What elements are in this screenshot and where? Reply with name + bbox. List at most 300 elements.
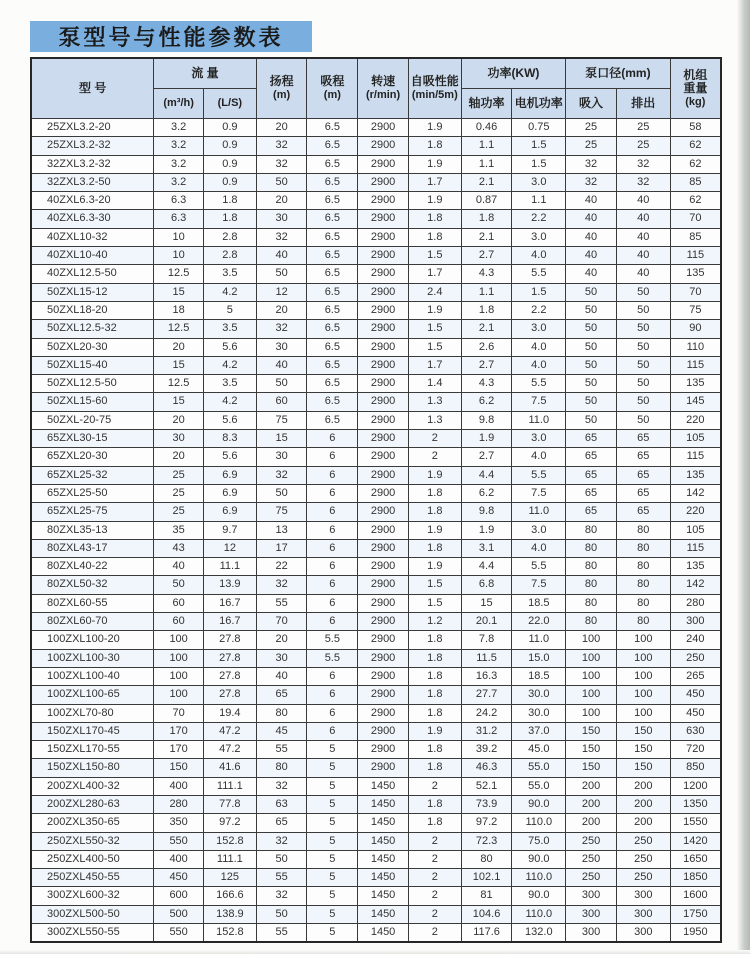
value-cell: 104.6 xyxy=(461,905,512,923)
value-cell: 5.6 xyxy=(203,338,256,356)
value-cell: 6 xyxy=(307,594,358,612)
value-cell: 220 xyxy=(670,411,721,429)
value-cell: 1200 xyxy=(670,777,721,795)
value-cell: 3.2 xyxy=(154,155,204,173)
value-cell: 5 xyxy=(307,905,358,923)
value-cell: 20 xyxy=(256,301,307,319)
value-cell: 5 xyxy=(307,795,358,813)
table-row xyxy=(31,155,721,173)
value-cell: 55.0 xyxy=(512,777,566,795)
value-cell: 5 xyxy=(203,301,256,319)
value-cell: 32 xyxy=(256,777,307,795)
selfprime-unit: (min/5m) xyxy=(411,89,458,101)
value-cell: 4.0 xyxy=(512,338,566,356)
value-cell: 6.5 xyxy=(307,338,358,356)
value-cell: 11.5 xyxy=(461,649,512,667)
value-cell: 1450 xyxy=(358,869,409,887)
value-cell: 40 xyxy=(256,247,307,265)
table-row xyxy=(31,265,721,283)
value-cell: 62 xyxy=(670,155,721,173)
value-cell: 32 xyxy=(616,155,670,173)
value-cell: 2900 xyxy=(358,192,409,210)
col-header-shaft-power: 轴功率 xyxy=(461,89,512,119)
value-cell: 60 xyxy=(154,613,204,631)
value-cell: 31.2 xyxy=(461,722,512,740)
value-cell: 2 xyxy=(408,924,461,943)
speed-unit: (r/min) xyxy=(365,89,401,101)
value-cell: 12.5 xyxy=(154,265,204,283)
table-row xyxy=(31,228,721,246)
value-cell: 80 xyxy=(566,594,617,612)
value-cell: 2 xyxy=(408,777,461,795)
value-cell: 6.5 xyxy=(307,137,358,155)
selfprime-label: 自吸性能 xyxy=(410,74,459,88)
value-cell: 15 xyxy=(154,356,204,374)
model-cell: 32ZXL3.2-50 xyxy=(31,173,154,191)
value-cell: 97.2 xyxy=(461,814,512,832)
value-cell: 2900 xyxy=(358,741,409,759)
value-cell: 100 xyxy=(566,649,617,667)
model-cell: 65ZXL20-30 xyxy=(31,448,154,466)
col-header-inlet: 吸入 xyxy=(566,89,617,119)
value-cell: 22.0 xyxy=(512,613,566,631)
value-cell: 37.0 xyxy=(512,722,566,740)
value-cell: 1.8 xyxy=(408,814,461,832)
value-cell: 110.0 xyxy=(512,869,566,887)
value-cell: 250 xyxy=(616,832,670,850)
weight-label-1: 机组 xyxy=(683,67,708,82)
value-cell: 6 xyxy=(307,704,358,722)
table-row xyxy=(31,210,721,228)
value-cell: 80 xyxy=(616,576,670,594)
value-cell: 7.5 xyxy=(512,576,566,594)
value-cell: 2 xyxy=(408,887,461,905)
value-cell: 6.5 xyxy=(307,283,358,301)
value-cell: 2.2 xyxy=(512,210,566,228)
value-cell: 50 xyxy=(154,576,204,594)
col-header-speed xyxy=(358,58,409,119)
value-cell: 65 xyxy=(616,430,670,448)
value-cell: 80 xyxy=(566,521,617,539)
value-cell: 1.9 xyxy=(408,558,461,576)
value-cell: 250 xyxy=(670,649,721,667)
value-cell: 12 xyxy=(203,539,256,557)
value-cell: 90 xyxy=(670,320,721,338)
value-cell: 80 xyxy=(616,613,670,631)
value-cell: 1.5 xyxy=(408,247,461,265)
table-header xyxy=(31,58,721,119)
value-cell: 6 xyxy=(307,576,358,594)
model-cell: 300ZXL500-50 xyxy=(31,905,154,923)
value-cell: 6 xyxy=(307,503,358,521)
value-cell: 27.8 xyxy=(203,686,256,704)
table-row xyxy=(31,393,721,411)
table-row xyxy=(31,869,721,887)
value-cell: 32 xyxy=(566,173,617,191)
value-cell: 63 xyxy=(256,795,307,813)
value-cell: 77.8 xyxy=(203,795,256,813)
value-cell: 2900 xyxy=(358,155,409,173)
value-cell: 5.6 xyxy=(203,411,256,429)
value-cell: 27.7 xyxy=(461,686,512,704)
value-cell: 58 xyxy=(670,119,721,137)
value-cell: 1.9 xyxy=(408,722,461,740)
value-cell: 1350 xyxy=(670,795,721,813)
value-cell: 50 xyxy=(616,375,670,393)
value-cell: 2.1 xyxy=(461,173,512,191)
value-cell: 2900 xyxy=(358,649,409,667)
value-cell: 100 xyxy=(616,631,670,649)
model-cell: 200ZXL280-63 xyxy=(31,795,154,813)
value-cell: 25 xyxy=(616,137,670,155)
model-cell: 65ZXL25-50 xyxy=(31,484,154,502)
model-cell: 40ZXL10-40 xyxy=(31,247,154,265)
value-cell: 5.6 xyxy=(203,448,256,466)
value-cell: 2900 xyxy=(358,631,409,649)
table-row xyxy=(31,759,721,777)
value-cell: 9.7 xyxy=(203,521,256,539)
value-cell: 450 xyxy=(670,704,721,722)
suction-unit: (m) xyxy=(323,89,341,101)
value-cell: 11.1 xyxy=(203,558,256,576)
value-cell: 2.8 xyxy=(203,247,256,265)
table-row xyxy=(31,667,721,685)
model-cell: 65ZXL30-15 xyxy=(31,430,154,448)
value-cell: 19.4 xyxy=(203,704,256,722)
value-cell: 300 xyxy=(566,905,617,923)
value-cell: 1450 xyxy=(358,814,409,832)
table-row xyxy=(31,905,721,923)
value-cell: 4.3 xyxy=(461,265,512,283)
value-cell: 50 xyxy=(566,411,617,429)
value-cell: 100 xyxy=(616,686,670,704)
value-cell: 90.0 xyxy=(512,850,566,868)
value-cell: 1.8 xyxy=(203,192,256,210)
value-cell: 40 xyxy=(616,247,670,265)
value-cell: 2900 xyxy=(358,558,409,576)
value-cell: 1.8 xyxy=(408,741,461,759)
value-cell: 3.0 xyxy=(512,228,566,246)
value-cell: 50 xyxy=(566,320,617,338)
value-cell: 100 xyxy=(154,667,204,685)
value-cell: 5 xyxy=(307,869,358,887)
value-cell: 80 xyxy=(616,521,670,539)
col-header-flow: 流 量 xyxy=(154,58,256,89)
value-cell: 6 xyxy=(307,722,358,740)
value-cell: 80 xyxy=(566,613,617,631)
value-cell: 4.2 xyxy=(203,283,256,301)
value-cell: 5 xyxy=(307,741,358,759)
value-cell: 6.9 xyxy=(203,503,256,521)
value-cell: 115 xyxy=(670,247,721,265)
value-cell: 6.5 xyxy=(307,356,358,374)
value-cell: 18.5 xyxy=(512,667,566,685)
value-cell: 500 xyxy=(154,905,204,923)
pump-spec-table xyxy=(30,57,722,943)
value-cell: 65 xyxy=(616,484,670,502)
value-cell: 65 xyxy=(566,448,617,466)
value-cell: 5 xyxy=(307,924,358,943)
value-cell: 20 xyxy=(256,631,307,649)
value-cell: 132.0 xyxy=(512,924,566,943)
col-header-flow-m3h: (m³/h) xyxy=(154,89,204,119)
value-cell: 2900 xyxy=(358,320,409,338)
value-cell: 3.1 xyxy=(461,539,512,557)
value-cell: 9.8 xyxy=(461,503,512,521)
value-cell: 55 xyxy=(256,741,307,759)
col-header-model: 型 号 xyxy=(31,58,154,119)
model-cell: 40ZXL6.3-30 xyxy=(31,210,154,228)
value-cell: 47.2 xyxy=(203,722,256,740)
model-cell: 150ZXL170-55 xyxy=(31,741,154,759)
value-cell: 280 xyxy=(154,795,204,813)
value-cell: 250 xyxy=(566,869,617,887)
value-cell: 110 xyxy=(670,338,721,356)
model-cell: 50ZXL20-30 xyxy=(31,338,154,356)
table-row xyxy=(31,814,721,832)
value-cell: 100 xyxy=(154,631,204,649)
value-cell: 85 xyxy=(670,228,721,246)
value-cell: 170 xyxy=(154,741,204,759)
table-row xyxy=(31,613,721,631)
value-cell: 80 xyxy=(566,558,617,576)
value-cell: 1.5 xyxy=(408,320,461,338)
value-cell: 43 xyxy=(154,539,204,557)
value-cell: 145 xyxy=(670,393,721,411)
value-cell: 32 xyxy=(256,576,307,594)
value-cell: 1650 xyxy=(670,850,721,868)
value-cell: 32 xyxy=(256,832,307,850)
value-cell: 300 xyxy=(566,887,617,905)
value-cell: 50 xyxy=(566,356,617,374)
value-cell: 50 xyxy=(256,265,307,283)
value-cell: 50 xyxy=(566,375,617,393)
value-cell: 1.9 xyxy=(461,430,512,448)
value-cell: 30.0 xyxy=(512,686,566,704)
model-cell: 50ZXL18-20 xyxy=(31,301,154,319)
value-cell: 2 xyxy=(408,430,461,448)
table-row xyxy=(31,503,721,521)
value-cell: 2900 xyxy=(358,759,409,777)
value-cell: 3.2 xyxy=(154,173,204,191)
model-cell: 250ZXL450-55 xyxy=(31,869,154,887)
table-row xyxy=(31,576,721,594)
value-cell: 15 xyxy=(461,594,512,612)
value-cell: 280 xyxy=(670,594,721,612)
value-cell: 250 xyxy=(616,850,670,868)
value-cell: 2900 xyxy=(358,283,409,301)
weight-label-2: 重量 xyxy=(683,80,708,95)
value-cell: 72.3 xyxy=(461,832,512,850)
value-cell: 6.5 xyxy=(307,411,358,429)
value-cell: 1.9 xyxy=(408,466,461,484)
value-cell: 1.5 xyxy=(408,338,461,356)
table-row xyxy=(31,247,721,265)
col-header-outlet: 排出 xyxy=(616,89,670,119)
suction-label: 吸程 xyxy=(320,74,345,88)
table-row xyxy=(31,924,721,943)
value-cell: 15 xyxy=(154,283,204,301)
table-row xyxy=(31,484,721,502)
value-cell: 111.1 xyxy=(203,777,256,795)
model-cell: 80ZXL40-22 xyxy=(31,558,154,576)
table-row xyxy=(31,539,721,557)
model-cell: 250ZXL550-32 xyxy=(31,832,154,850)
head-unit: (m) xyxy=(273,89,291,101)
value-cell: 125 xyxy=(203,869,256,887)
table-row xyxy=(31,137,721,155)
value-cell: 6.5 xyxy=(307,375,358,393)
value-cell: 2900 xyxy=(358,356,409,374)
value-cell: 135 xyxy=(670,466,721,484)
value-cell: 1450 xyxy=(358,832,409,850)
value-cell: 15 xyxy=(154,393,204,411)
value-cell: 75 xyxy=(670,301,721,319)
value-cell: 150 xyxy=(154,759,204,777)
value-cell: 450 xyxy=(670,686,721,704)
value-cell: 20 xyxy=(154,411,204,429)
value-cell: 20 xyxy=(256,119,307,137)
value-cell: 13.9 xyxy=(203,576,256,594)
model-cell: 150ZXL150-80 xyxy=(31,759,154,777)
table-row xyxy=(31,704,721,722)
value-cell: 16.7 xyxy=(203,613,256,631)
model-cell: 25ZXL3.2-20 xyxy=(31,119,154,137)
value-cell: 1.5 xyxy=(408,576,461,594)
value-cell: 50 xyxy=(616,320,670,338)
value-cell: 1.9 xyxy=(461,521,512,539)
value-cell: 1600 xyxy=(670,887,721,905)
model-cell: 50ZXL15-12 xyxy=(31,283,154,301)
value-cell: 4.4 xyxy=(461,558,512,576)
table-row xyxy=(31,832,721,850)
value-cell: 2900 xyxy=(358,375,409,393)
value-cell: 65 xyxy=(566,484,617,502)
table-row xyxy=(31,192,721,210)
value-cell: 25 xyxy=(154,466,204,484)
value-cell: 32 xyxy=(256,137,307,155)
value-cell: 40 xyxy=(566,192,617,210)
value-cell: 1.8 xyxy=(408,667,461,685)
table-row xyxy=(31,741,721,759)
value-cell: 100 xyxy=(154,686,204,704)
value-cell: 300 xyxy=(616,924,670,943)
value-cell: 1.5 xyxy=(408,594,461,612)
model-cell: 200ZXL400-32 xyxy=(31,777,154,795)
value-cell: 1.8 xyxy=(408,649,461,667)
value-cell: 24.2 xyxy=(461,704,512,722)
value-cell: 2900 xyxy=(358,228,409,246)
value-cell: 152.8 xyxy=(203,924,256,943)
value-cell: 40 xyxy=(566,210,617,228)
value-cell: 7.8 xyxy=(461,631,512,649)
value-cell: 2900 xyxy=(358,539,409,557)
value-cell: 220 xyxy=(670,503,721,521)
value-cell: 70 xyxy=(154,704,204,722)
value-cell: 5.5 xyxy=(512,558,566,576)
value-cell: 39.2 xyxy=(461,741,512,759)
value-cell: 55 xyxy=(256,594,307,612)
table-row xyxy=(31,173,721,191)
value-cell: 1.1 xyxy=(461,155,512,173)
table-row xyxy=(31,850,721,868)
value-cell: 5.5 xyxy=(512,375,566,393)
value-cell: 75 xyxy=(256,411,307,429)
value-cell: 2900 xyxy=(358,466,409,484)
value-cell: 55 xyxy=(256,869,307,887)
model-cell: 65ZXL25-32 xyxy=(31,466,154,484)
value-cell: 2.7 xyxy=(461,247,512,265)
value-cell: 80 xyxy=(566,539,617,557)
value-cell: 2900 xyxy=(358,594,409,612)
value-cell: 2900 xyxy=(358,430,409,448)
value-cell: 300 xyxy=(670,613,721,631)
value-cell: 40 xyxy=(256,667,307,685)
value-cell: 6 xyxy=(307,667,358,685)
value-cell: 100 xyxy=(616,704,670,722)
value-cell: 100 xyxy=(566,631,617,649)
value-cell: 40 xyxy=(616,265,670,283)
value-cell: 15 xyxy=(256,430,307,448)
value-cell: 1450 xyxy=(358,905,409,923)
value-cell: 5.5 xyxy=(512,466,566,484)
value-cell: 1.8 xyxy=(408,704,461,722)
value-cell: 1.7 xyxy=(408,356,461,374)
value-cell: 6.5 xyxy=(307,301,358,319)
value-cell: 200 xyxy=(616,795,670,813)
value-cell: 3.2 xyxy=(154,137,204,155)
value-cell: 250 xyxy=(616,869,670,887)
value-cell: 6.8 xyxy=(461,576,512,594)
value-cell: 30.0 xyxy=(512,704,566,722)
model-cell: 80ZXL43-17 xyxy=(31,539,154,557)
value-cell: 40 xyxy=(154,558,204,576)
value-cell: 135 xyxy=(670,375,721,393)
value-cell: 20 xyxy=(154,448,204,466)
value-cell: 32 xyxy=(256,887,307,905)
value-cell: 1.8 xyxy=(408,503,461,521)
value-cell: 27.8 xyxy=(203,667,256,685)
value-cell: 630 xyxy=(670,722,721,740)
value-cell: 1.8 xyxy=(408,759,461,777)
value-cell: 720 xyxy=(670,741,721,759)
value-cell: 85 xyxy=(670,173,721,191)
value-cell: 152.8 xyxy=(203,832,256,850)
value-cell: 46.3 xyxy=(461,759,512,777)
value-cell: 4.3 xyxy=(461,375,512,393)
value-cell: 7.5 xyxy=(512,484,566,502)
table-row xyxy=(31,631,721,649)
value-cell: 32 xyxy=(616,173,670,191)
table-row xyxy=(31,594,721,612)
table-row xyxy=(31,375,721,393)
value-cell: 5 xyxy=(307,814,358,832)
model-cell: 40ZXL12.5-50 xyxy=(31,265,154,283)
value-cell: 6.9 xyxy=(203,466,256,484)
value-cell: 55 xyxy=(256,924,307,943)
value-cell: 1.2 xyxy=(408,613,461,631)
table-row xyxy=(31,649,721,667)
value-cell: 1450 xyxy=(358,795,409,813)
value-cell: 9.8 xyxy=(461,411,512,429)
value-cell: 6 xyxy=(307,686,358,704)
value-cell: 142 xyxy=(670,576,721,594)
value-cell: 97.2 xyxy=(203,814,256,832)
value-cell: 80 xyxy=(616,594,670,612)
value-cell: 18 xyxy=(154,301,204,319)
value-cell: 300 xyxy=(616,905,670,923)
value-cell: 1450 xyxy=(358,924,409,943)
